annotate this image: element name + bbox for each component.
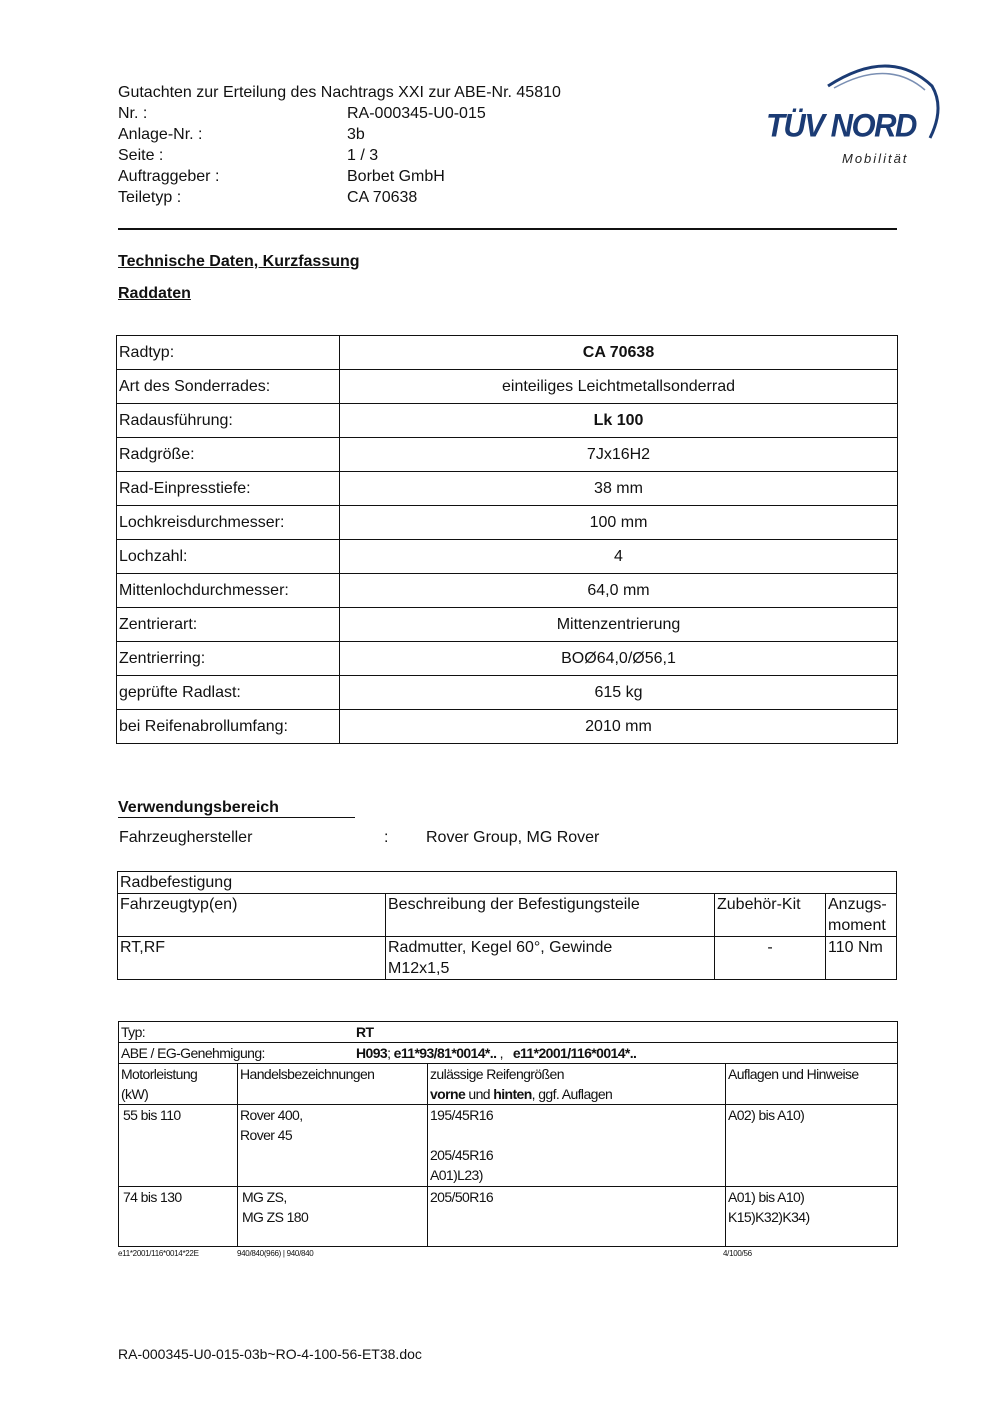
raddaten-table — [116, 335, 898, 744]
table-row: Typ: RT — [119, 1022, 898, 1043]
logo-sub: Mobilität — [842, 151, 909, 166]
table-row: Zentrierring: BOØ64,0/Ø56,1 — [117, 642, 898, 676]
section-raddaten: Raddaten — [118, 285, 191, 302]
section-underline — [118, 817, 355, 818]
hersteller-value: Rover Group, MG Rover — [426, 829, 600, 846]
header-row-teiletyp: Teiletyp : CA 70638 — [118, 189, 418, 206]
document-footer: RA-000345-U0-015-03b~RO-4-100-56-ET38.doc — [118, 1346, 422, 1362]
radbefestigung-table — [117, 871, 897, 980]
table-row: Fahrzeugtyp(en) Beschreibung der Befestigungsteile Zubehör-Kit Anzugs- moment — [118, 894, 897, 937]
table-row: RT,RF Radmutter, Kegel 60°, Gewinde M12x1,5 - 110 Nm — [118, 937, 897, 980]
fahrzeugtyp-table — [118, 1021, 898, 1247]
table-row: ABE / EG-Genehmigung: H093; e11*93/81*0014*.. , e11*2001/116*0014*.. — [119, 1043, 898, 1064]
table-row: Rad-Einpresstiefe: 38 mm — [117, 472, 898, 506]
table-row: Motorleistung (kW) Handelsbezeichnungen zulässige Reifengrößen vorne und hinten, ggf. Auflagen Auflagen und Hinweise — [119, 1064, 898, 1105]
hersteller-label: Fahrzeughersteller — [119, 829, 253, 846]
table-row: bei Reifenabrollumfang: 2010 mm — [117, 710, 898, 744]
table-row: Radbefestigung — [118, 872, 897, 894]
table-row: geprüfte Radlast: 615 kg — [117, 676, 898, 710]
tuev-nord-logo — [760, 56, 940, 176]
table-row: Lochkreisdurchmesser: 100 mm — [117, 506, 898, 540]
typtable-foot-c: 4/100/56 — [723, 1249, 752, 1258]
header-divider — [118, 228, 897, 230]
table-row: Radtyp: CA 70638 — [117, 336, 898, 370]
header-row-anlage: Anlage-Nr. : 3b — [118, 126, 365, 143]
logo-brand: TÜV NORD — [766, 107, 916, 144]
typtable-foot-b: 940/840(966) | 940/840 — [237, 1249, 314, 1258]
table-row: 74 bis 130 MG ZS, MG ZS 180 205/50R16 A01) bis A10) K15)K32)K34) — [119, 1187, 898, 1247]
hersteller-colon: : — [384, 829, 389, 846]
typtable-foot-a: e11*2001/116*0014*22E — [118, 1249, 199, 1258]
header-row-seite: Seite : 1 / 3 — [118, 147, 379, 164]
header-row-nr: Nr. : RA-000345-U0-015 — [118, 105, 486, 122]
section-technische-daten: Technische Daten, Kurzfassung — [118, 253, 360, 270]
table-row: 55 bis 110 Rover 400, Rover 45 195/45R16 205/45R16 A01)L23) A02) bis A10) — [119, 1105, 898, 1187]
table-row: Lochzahl: 4 — [117, 540, 898, 574]
document-header — [118, 82, 561, 208]
table-row: Radausführung: Lk 100 — [117, 404, 898, 438]
table-row: Zentrierart: Mittenzentrierung — [117, 608, 898, 642]
header-title: Gutachten zur Erteilung des Nachtrags XXI zur ABE-Nr. 45810 — [118, 84, 561, 101]
section-verwendungsbereich: Verwendungsbereich — [118, 799, 279, 816]
table-row: Radgröße: 7Jx16H2 — [117, 438, 898, 472]
table-row: Mittenlochdurchmesser: 64,0 mm — [117, 574, 898, 608]
table-row: Art des Sonderrades: einteiliges Leichtmetallsonderrad — [117, 370, 898, 404]
header-row-auftraggeber: Auftraggeber : Borbet GmbH — [118, 168, 445, 185]
